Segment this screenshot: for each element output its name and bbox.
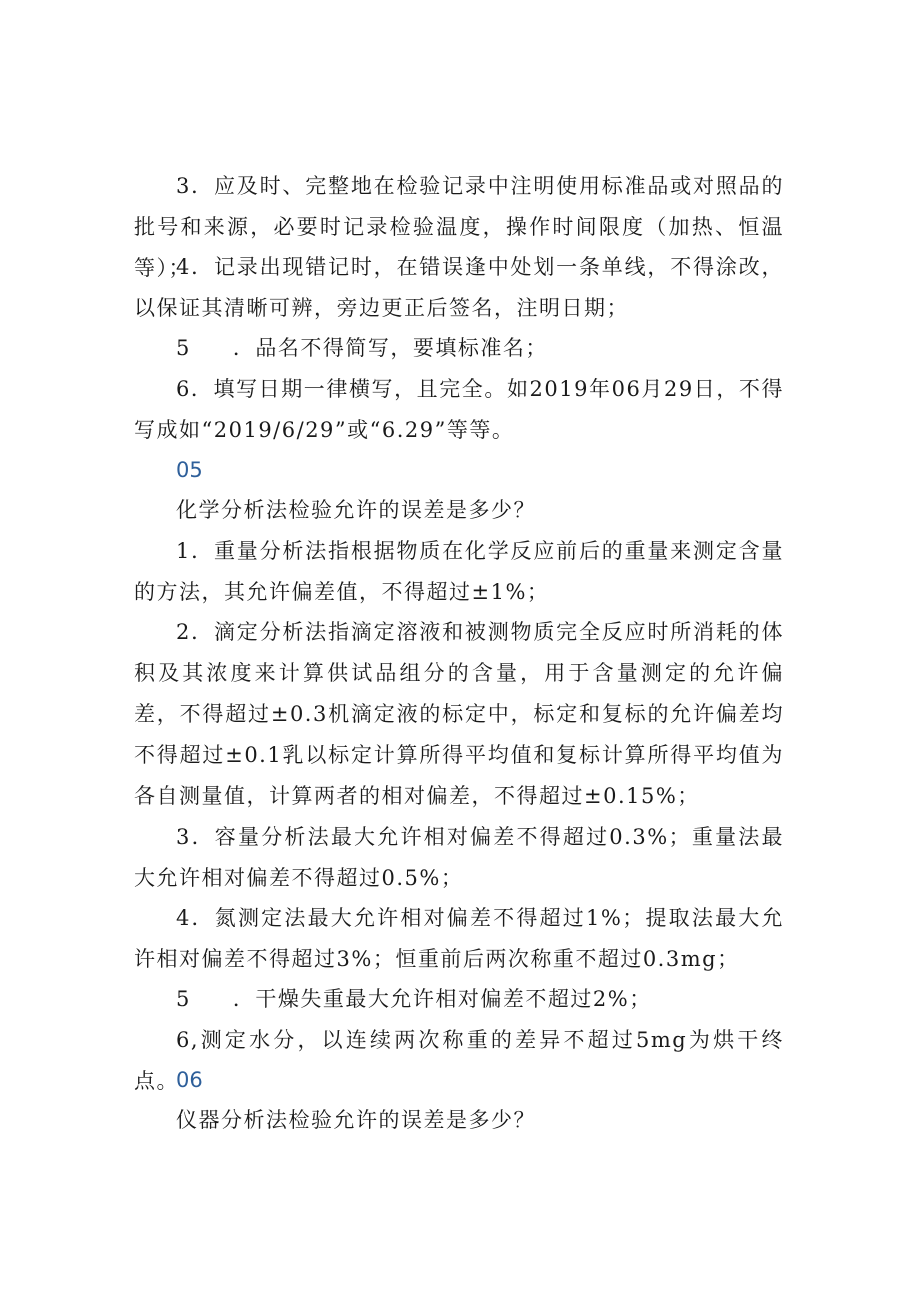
item-text: ．品名不得简写，要填标准名； bbox=[232, 336, 548, 360]
paragraph-item-6: 6．填写日期一律横写，且完全。如2019年06月29日，不得写成如“2019/6/29”或“6.29”等等。 bbox=[134, 377, 784, 442]
list-item-3: 3．容量分析法最大允许相对偏差不得超过0.3%；重量法最大允许相对偏差不得超过0.5%； bbox=[134, 825, 784, 890]
paragraph-item-3: 3．应及时、完整地在检验记录中注明使用标准品或对照品的批号和来源，必要时记录检验温度，操作时间限度（加热、恒温等）； bbox=[134, 174, 784, 280]
list-item-1: 1．重量分析法指根据物质在化学反应前后的重量来测定含量的方法，其允许偏差值，不得超过±1%； bbox=[134, 539, 784, 604]
section-question: 化学分析法检验允许的误差是多少？ bbox=[176, 498, 536, 522]
list-item-2: 2．滴定分析法指滴定溶液和被测物质完全反应时所消耗的体积及其浓度来计算供试品组分的含量，用于含量测定的允许偏差，不得超过±0.3机滴定液的标定中，标定和复标的允许偏差均不得超过±0.1乳以标定计算所得平均值和复标计算所得平均值为各自测量值，计算两者的相对偏差，不得超过±0.15%； bbox=[134, 620, 784, 808]
list-item-4: 4．氮测定法最大允许相对偏差不得超过1%；提取法最大允许相对偏差不得超过3%；恒重前后两次称重不超过0.3mg； bbox=[134, 906, 784, 971]
paragraph-item-4: 4．记录出现错记时，在错误逢中处划一条单线，不得涂改，以保证其清晰可辨，旁边更正后签名，注明日期； bbox=[134, 255, 784, 320]
item-number: 5 bbox=[176, 987, 191, 1011]
item-number: 5 bbox=[176, 336, 191, 360]
list-item-5 bbox=[134, 979, 784, 1020]
item-text: ．干燥失重最大允许相对偏差不超过2%； bbox=[232, 987, 652, 1011]
section-question: 仪器分析法检验允许的误差是多少？ bbox=[176, 1108, 536, 1132]
section-number-05: 05 bbox=[176, 458, 203, 482]
list-item-6: 6,测定水分，以连续两次称重的差异不超过5mg为烘干终点。 bbox=[134, 1028, 784, 1093]
paragraph-item-5 bbox=[134, 328, 784, 369]
section-number-06: 06 bbox=[176, 1068, 203, 1092]
